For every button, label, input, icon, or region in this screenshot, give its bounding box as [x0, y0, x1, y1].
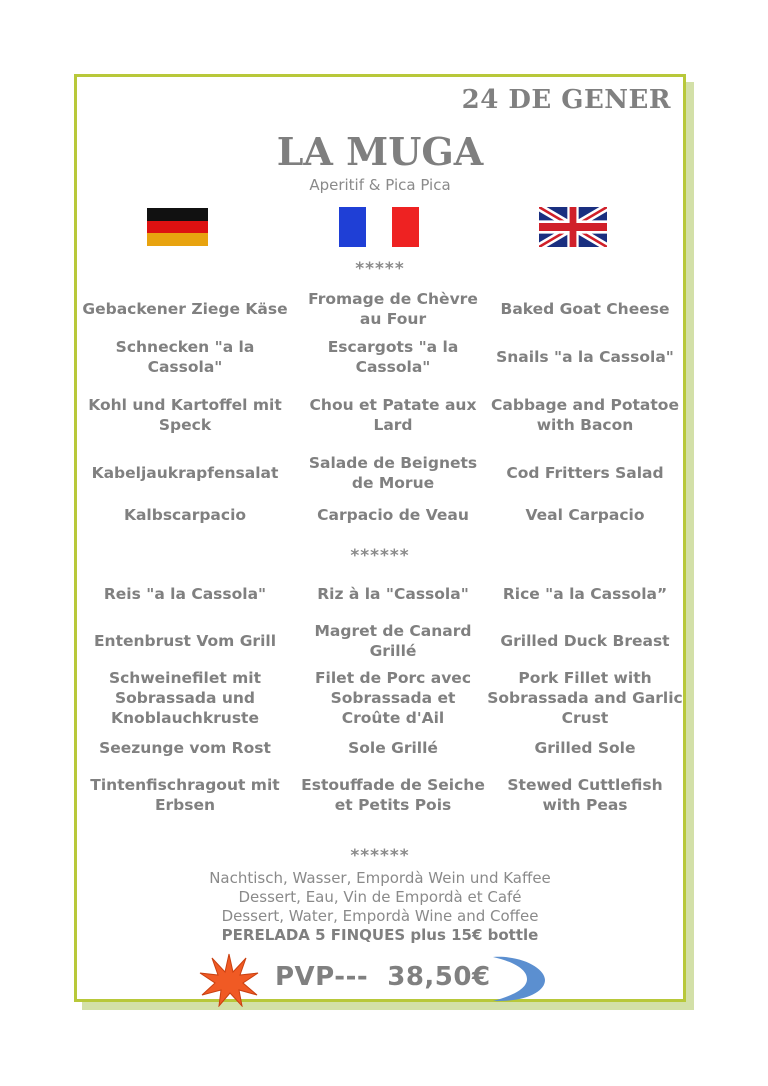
item-fr: Filet de Porc avec Sobrassada et Croûte d'Ail [314, 669, 472, 727]
item-fr: Magret de Canard Grillé [314, 622, 472, 660]
menu-row [77, 385, 683, 445]
item-de: Tintenfischragout mit Erbsen [90, 776, 280, 814]
uk-flag-icon [539, 207, 607, 247]
item-en: Cabbage and Potatoe with Bacon [491, 396, 679, 434]
item-fr: Salade de Beignets de Morue [308, 454, 478, 492]
menu-row [77, 289, 683, 329]
includes-english: Dessert, Water, Empordà Wine and Coffee [221, 907, 539, 925]
separator-1: ***** [355, 259, 405, 279]
price: PVP--- 38,50€ [275, 962, 491, 992]
menu-row [77, 505, 683, 525]
item-en: Pork Fillet with Sobrassada and Garlic Crust [487, 669, 683, 727]
item-fr: Fromage de Chèvre au Four [308, 290, 478, 328]
item-en: Cod Fritters Salad [506, 464, 664, 482]
item-en: Rice "a la Cassola” [502, 585, 668, 603]
star-icon [199, 953, 259, 1007]
crescent-moon-icon [489, 955, 549, 1003]
german-flag-icon [147, 208, 208, 246]
separator-2: ****** [350, 546, 410, 566]
menu-date: 24 DE GENER [461, 85, 671, 115]
item-de: Schweinefilet mit Sobrassada und Knoblauchkruste [108, 669, 262, 727]
menu-row [77, 765, 683, 825]
menu-row [77, 668, 683, 728]
menu-subtitle: Aperitif & Pica Pica [309, 176, 451, 194]
item-de: Reis "a la Cassola" [103, 585, 267, 603]
item-de: Seezunge vom Rost [99, 739, 271, 757]
item-fr: Escargots "a la Cassola" [327, 338, 459, 376]
item-de: Kalbscarpacio [123, 506, 247, 524]
includes-german: Nachtisch, Wasser, Empordà Wein und Kaffee [209, 869, 551, 887]
item-en: Grilled Duck Breast [500, 632, 670, 650]
item-fr: Chou et Patate aux Lard [309, 396, 477, 434]
french-flag-icon [339, 207, 419, 247]
item-de: Kabeljaukrapfensalat [91, 464, 279, 482]
item-de: Gebackener Ziege Käse [82, 300, 288, 318]
includes-french: Dessert, Eau, Vin de Empordà et Café [238, 888, 522, 906]
item-fr: Riz à la "Cassola" [317, 585, 469, 603]
item-en: Grilled Sole [534, 739, 636, 757]
footer-includes [77, 869, 683, 945]
menu-row [77, 453, 683, 493]
separator-3: ****** [350, 846, 410, 866]
menu-row [77, 337, 683, 377]
item-de: Kohl und Kartoffel mit Speck [88, 396, 282, 434]
menu-card [74, 74, 686, 1002]
item-fr: Carpacio de Veau [317, 506, 469, 524]
item-en: Stewed Cuttlefish with Peas [507, 776, 663, 814]
menu-row [77, 584, 683, 604]
wine-offer: PERELADA 5 FINQUES plus 15€ bottle [221, 926, 539, 944]
item-fr: Estouffade de Seiche et Petits Pois [301, 776, 485, 814]
item-fr: Sole Grillé [348, 739, 438, 757]
price-row [199, 953, 559, 1007]
item-en: Veal Carpacio [525, 506, 645, 524]
item-de: Schnecken "a la Cassola" [115, 338, 255, 376]
item-de: Entenbrust Vom Grill [93, 632, 277, 650]
menu-row [77, 621, 683, 661]
item-en: Snails "a la Cassola" [496, 348, 674, 366]
menu-row [77, 738, 683, 758]
item-en: Baked Goat Cheese [500, 300, 670, 318]
restaurant-title: LA MUGA [276, 129, 484, 174]
